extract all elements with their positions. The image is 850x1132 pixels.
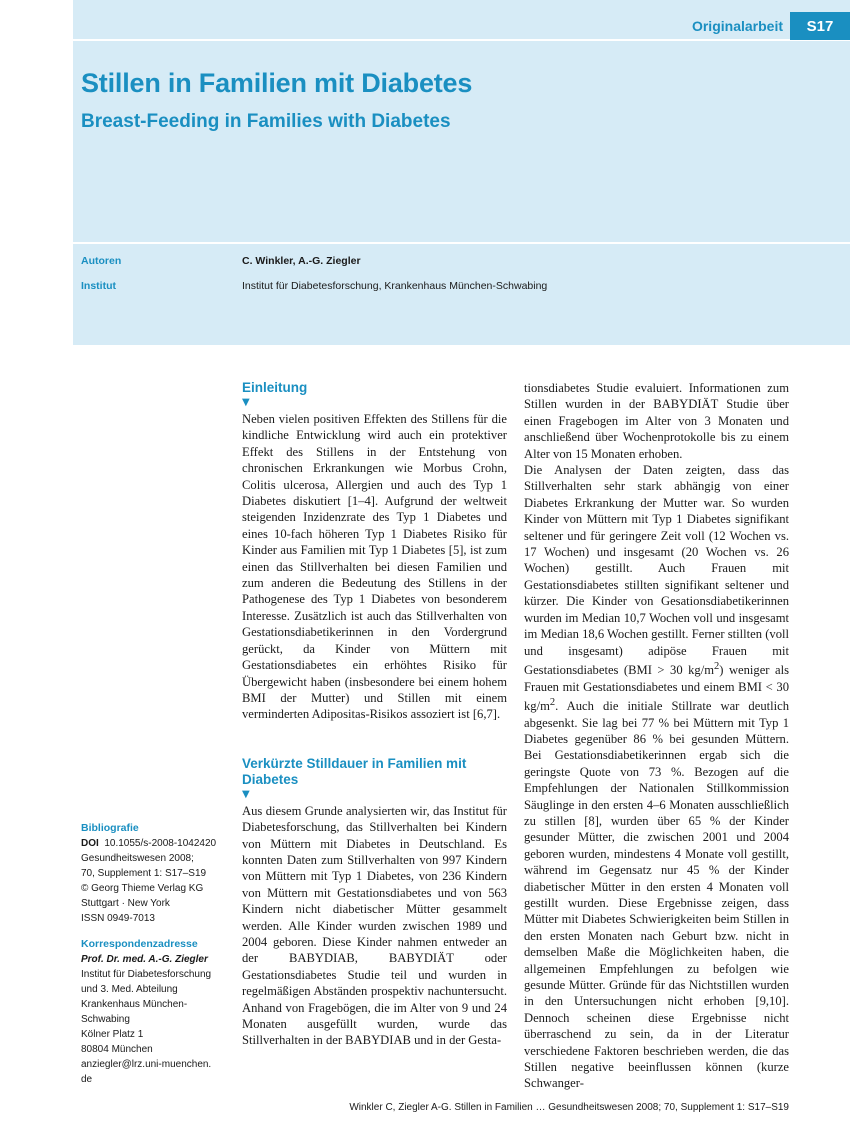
page-number-badge: S17 [790, 12, 850, 40]
doi-line [81, 836, 226, 851]
paragraph-introduction: Neben vielen positiven Effekten des Stillens für die kindliche Entwicklung wird auch ein protektiver Effekt des Stillens in der Entstehung von chronischen Erkrankungen wie Morbus Crohn, Colitis ulcerosa, Allergien und auch des Typ 1 Diabetes diskutiert [1–4]. Aufgrund der weltweit steigenden Inzidenzrate des Typ 1 Diabetes und eines 10-fach höheren Typ 1 Diabetes Risiko für Kinder aus Familien mit Typ 1 Diabetes [5], ist zum einen das Stillverhalten bei diesen Familien und zum anderen die Bedeutung des Stillens in der Pathogenese des Typ 1 Diabetes von besonderem Interesse. Zusätzlich ist auch das Stillverhalten von Gestationsdiabetikerinnen in den Vordergrund gerückt, da Kinder von Müttern mit Gestationsdiabetes ein erhöhtes Risiko für Übergewicht haben (insbesondere bei einem hohem BMI der Mutter) und Stillen mit einem verminderten Adipositas-Risikos assoziert ist [6,7]. [242, 412, 507, 722]
header-divider [73, 242, 850, 244]
triangle-marker-icon: ▼ [242, 397, 250, 408]
article-subtitle: Breast-Feeding in Families with Diabetes [81, 111, 451, 132]
bib-line: © Georg Thieme Verlag KG [81, 883, 204, 894]
section-heading-shortened-breastfeeding: Verkürzte Stilldauer in Familien mit Diabetes [242, 755, 467, 787]
section-heading-introduction: Einleitung [242, 380, 308, 395]
institute-label: Institut [81, 280, 116, 292]
body-column-right [524, 380, 789, 1092]
header-divider [73, 39, 850, 41]
bib-line: 70, Supplement 1: S17–S19 [81, 868, 207, 879]
bib-line: Gesundheitswesen 2008; [81, 853, 194, 864]
article-title: Stillen in Familien mit Diabetes [81, 68, 473, 98]
correspondence-heading: Korrespondenzadresse [81, 938, 198, 950]
address-line: 80804 München [81, 1044, 153, 1055]
bibliography-heading: Bibliografie [81, 822, 139, 834]
footer-citation: Winkler C, Ziegler A-G. Stillen in Familien … Gesundheitswesen 2008; 70, Supplement 1: S17–S19 [349, 1102, 789, 1113]
header-band [73, 0, 850, 345]
email-address-continued[interactable]: de [81, 1074, 93, 1085]
authors-label: Autoren [81, 255, 122, 267]
paragraph-study-data: Aus diesem Grunde analysierten wir, das Institut für Diabetesforschung, das Stillverhalten bei Kindern von Müttern mit Diabetes in Deutschland. Es konnten Daten zum Stillverhalten von 997 Kindern von Müttern mit Typ 1 Diabetes, von 236 Kindern von Müttern mit Gestationsdiabetes und von 563 Kindern nicht diabetischer Mütter gesammelt werden. Alle Kinder wurden zwischen 1989 und 2004 geboren. Diese Kinder nahmen entweder an der BABYDIAB, BABYDIÄT oder Gestationsdiabetes Studie teil und wurden in regelmäßigen Abständen prospektiv nachuntersucht. Anhand von Fragebögen, die im Alter von 9 und 24 Monaten ausgefüllt wurden, wurde das Stillverhalten in der BABYDIAB und in der Gesta- [242, 803, 507, 1048]
paragraph-evaluation: tionsdiabetes Studie evaluiert. Informationen zum Stillen wurden in der BABYDIÄT Studie über einen Fragebogen im Alter von 3 Monaten und anschließend über Wochenprotokolle bis zu einem Alter von 15 Monaten erhoben. [524, 381, 789, 461]
address-line: Schwabing [81, 1014, 130, 1025]
doi-value: 10.1055/s-2008-1042420 [104, 838, 217, 849]
email-address[interactable]: anziegler@lrz.uni-muenchen. [81, 1059, 212, 1070]
triangle-marker-icon: ▼ [242, 788, 250, 800]
address-line: und 3. Med. Abteilung [81, 984, 178, 995]
doi-label: DOI [81, 838, 99, 849]
bib-line: ISSN 0949-7013 [81, 913, 155, 924]
section-label: Originalarbeit [691, 18, 783, 34]
bib-line: Stuttgart · New York [81, 898, 170, 909]
address-line: Institut für Diabetesforschung [81, 969, 212, 980]
paragraph-results: Die Analysen der Daten zeigten, dass das Stillverhalten sehr stark abhängig von einer Diabetes Erkrankung der Mutter war. So wurden Kinder von Müttern mit Typ 1 Diabetes signifikant seltener und für geringere Zeit voll (12 Wochen vs. 17 Wochen) und insgesamt (20 Wochen vs. 26 Wochen) gestillt. Auch Frauen mit Gestationsdiabetes stillten signifikant seltener und kürzer. Die Kinder von Gesationsdiabetikerinnen wurden im Median 10,7 Wochen voll und insgesamt im Median 18,6 Wochen gestillt. Ferner stillten (voll und insgesamt) adipöse Frauen mit Gestationsdiabetes (BMI > 30 $kg/m^2$) weniger als Frauen mit Gestationsdiabetes und einem BMI < 30 $kg/m^2$. Auch die initiale Stillrate war deutlich abgesenkt. Sie lag bei 77 % bei Müttern mit Typ 1 Diabetes gegenüber 86 % bei gesunden Müttern. Bei Gestationsdiabetikerinnen ergab sich die geringste Quote von 73 %. Bezogen auf die Empfehlungen der Nationalen Stillkommission Säuglinge in den ersten 4–6 Monaten ausschließlich zu stillen [8], wurden über 65 % der Kinder gesunder Mütter, die zwischen 2001 und 2004 geboren wurden, mindestens 4 Monate voll gestillt, während im Gegensatz nur 45 % der Kinder diabetischer Mütter in den ersten 4 Monaten voll gestillt wurden. Diese Ergebnisse zeigen, dass Mütter mit Diabetes Schwierigkeiten beim Stillen in den ersten Monaten nach Geburt bzw. nicht in demselben Maße die Möglichkeiten haben, die allgemeinen Empfehlungen zu befolgen wie gesunde Mütter. Gründe für das Nichtstillen wurden in den Untersuchungen nicht erhoben [9,10]. Dennoch scheinen diese Ergebnisse nicht überraschend zu sein, da in der Literatur verschiedene Faktoren beschrieben werden, die das Stillen negative beeinflussen können (kurze Schwanger- [524, 463, 789, 1091]
institute-value: Institut für Diabetesforschung, Krankenhaus München-Schwabing [242, 280, 548, 292]
address-line: Kölner Platz 1 [81, 1029, 144, 1040]
bibliography-block [81, 821, 226, 926]
body-column-left [242, 380, 507, 1049]
address-line: Krankenhaus München- [81, 999, 188, 1010]
authors-value: C. Winkler, A.-G. Ziegler [242, 255, 361, 267]
correspondent-name: Prof. Dr. med. A.-G. Ziegler [81, 954, 208, 965]
correspondence-block [81, 937, 226, 1087]
